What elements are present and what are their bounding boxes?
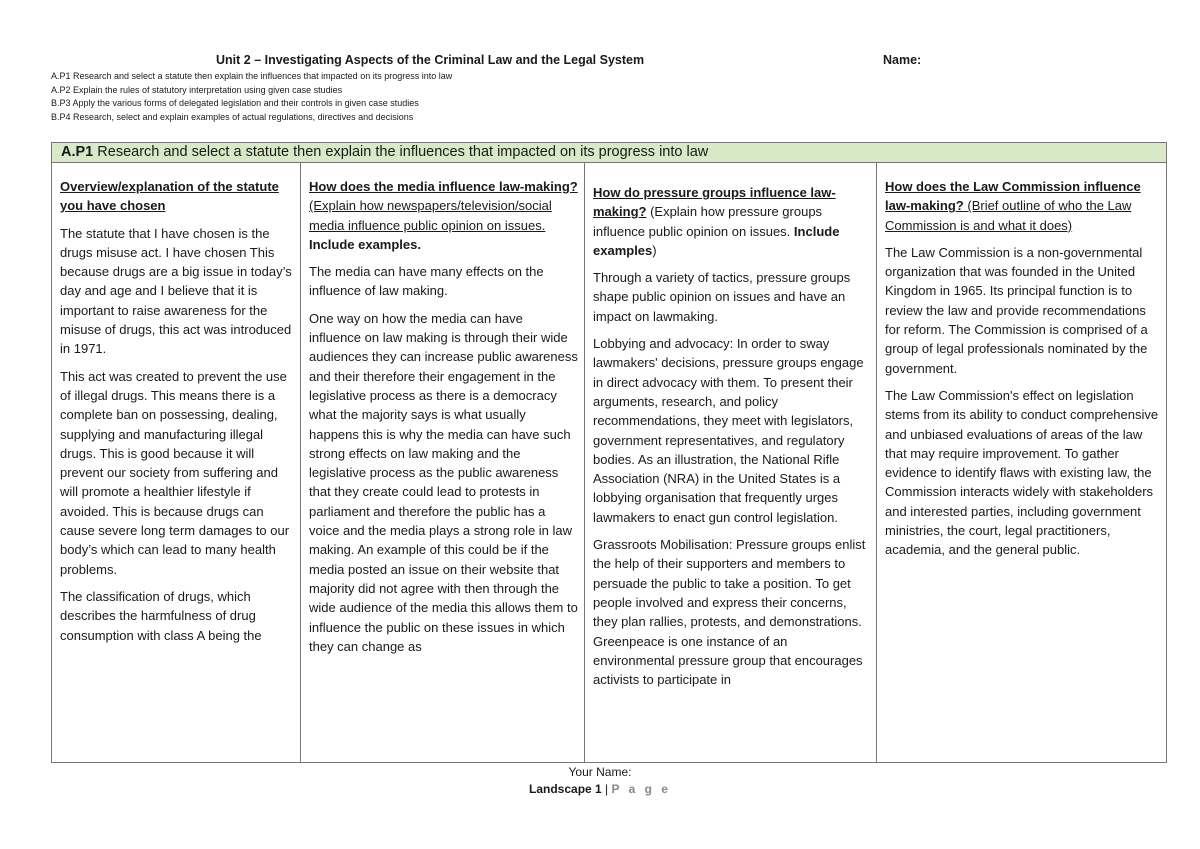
table-header-row [52, 143, 1166, 163]
paragraph: The statute that I have chosen is the drugs misuse act. I have chosen This because drugs are a big issue in today’s day and age and I believe that it is important to raise awareness for the misuse of drugs, this act was introduced in 1971. [60, 225, 292, 357]
objective-item: A.P2 Explain the rules of statutory interpretation using given case studies [51, 84, 343, 95]
column-subheading: (Explain how pressure groups influence public opinion on issues. [593, 204, 823, 239]
column-subheading-end: ) [652, 242, 657, 258]
column-heading: How do pressure groups influence law-making? [593, 185, 836, 220]
paragraph: One way on how the media can have influence on law making is through their wide audiences they can increase public awareness and their therefore their engagement in the legislative process as there is a democracy what the majority says is what usually happens this is why the media can have such strong effects on law making and the legislative process as the public awareness that they create could lead to protests in parliament and therefore the public has a voice and the media plays a strong role in law making. An example of this could be if the media posted an issue on their website that majority did not agree with then through the wide audience of the media this allows them to influence the public on these issues in which they can change as [309, 310, 578, 654]
assignment-table [51, 142, 1167, 763]
document-title: Unit 2 – Investigating Aspects of the Criminal Law and the Legal System [216, 53, 645, 67]
column-pressure-groups[interactable] [585, 163, 877, 762]
paragraph: The classification of drugs, which describes the harmfulness of drug consumption with class A being the [60, 588, 262, 643]
column-subheading-bold: Include examples [593, 223, 840, 258]
column-statute-overview[interactable] [52, 163, 301, 762]
paragraph: Lobbying and advocacy: In order to sway lawmakers' decisions, pressure groups engage in direct advocacy with them. To present their arguments, research, and policy recommendations, they meet with legislators, government representatives, and regulatory bodies. As an illustration, the National Rifle Association (NRA) in the United States is a lobbying organisation that frequently urges lawmakers to enact gun control legislation. [593, 336, 864, 525]
objective-item: A.P1 Research and select a statute then explain the influences that impacted on its progress into law [51, 71, 453, 81]
paragraph: The media can have many effects on the influence of law making. [309, 264, 544, 299]
column-subheading-bold: Include examples. [309, 236, 421, 252]
footer-page-word: P a g e [611, 782, 671, 796]
paragraph: The Law Commission's effect on legislation stems from its ability to conduct comprehensive and unbiased evaluations of areas of the law that may require improvement. To gather evidence to identify flaws with existing law, the Commission interacts widely with stakeholders and interested parties, including government ministries, the court, legal practitioners, academia, and the general public. [885, 387, 1159, 558]
paragraph: This act was created to prevent the use of illegal drugs. This means there is a complete ban on possessing, dealing, supplying and manufacturing illegal drugs. This is good because it will prevent our society from suffering and will promote a healthier lifestyle if avoided. This is because drugs can cause severe long term damages to our body’s which can lead to many health problems. [60, 368, 290, 577]
footer-page-label [0, 782, 1200, 796]
column-subheading: (Brief outline of who the Law Commission is and what it does) [885, 198, 1132, 233]
column-law-commission[interactable] [877, 163, 1168, 762]
column-media-influence[interactable] [301, 163, 585, 762]
paragraph: Grassroots Mobilisation: Pressure groups enlist the help of their supporters and members to persuade the public to take a position. To get people involved and express their concerns, they plan rallies, protests, and demonstrations. Greenpeace is one instance of an environmental pressure group that encourages activists to participate in [593, 537, 866, 688]
column-heading: How does the media influence law-making? [309, 179, 578, 194]
table-header-code: A.P1 [61, 144, 94, 160]
column-heading: How does the Law Commission influence law-making? [885, 179, 1141, 214]
footer-separator: | [601, 782, 612, 796]
objective-item: B.P3 Apply the various forms of delegated legislation and their controls in given case studies [51, 98, 419, 109]
paragraph: The Law Commission is a non-governmental organization that was founded in the United Kingdom in 1965. Its principal function is to review the law and provide recommendations for reform. The Commission is comprised of a group of legal professionals nominated by the government. [885, 244, 1148, 376]
paragraph: Through a variety of tactics, pressure groups shape public opinion on issues and have an impact on lawmaking. [593, 270, 851, 324]
column-subheading: (Explain how newspapers/television/social media influence public opinion on issues. [309, 198, 552, 233]
name-label: Name: [883, 53, 922, 67]
objectives-list [51, 70, 751, 124]
footer-landscape: Landscape 1 [529, 782, 602, 796]
column-heading: Overview/explanation of the statute you have chosen [60, 179, 279, 214]
footer-your-name: Your Name: [568, 765, 632, 779]
table-header-text: Research and select a statute then explain the influences that impacted on its progress into law [93, 144, 709, 160]
objective-item: B.P4 Research, select and explain examples of actual regulations, directives and decisions [51, 111, 414, 122]
